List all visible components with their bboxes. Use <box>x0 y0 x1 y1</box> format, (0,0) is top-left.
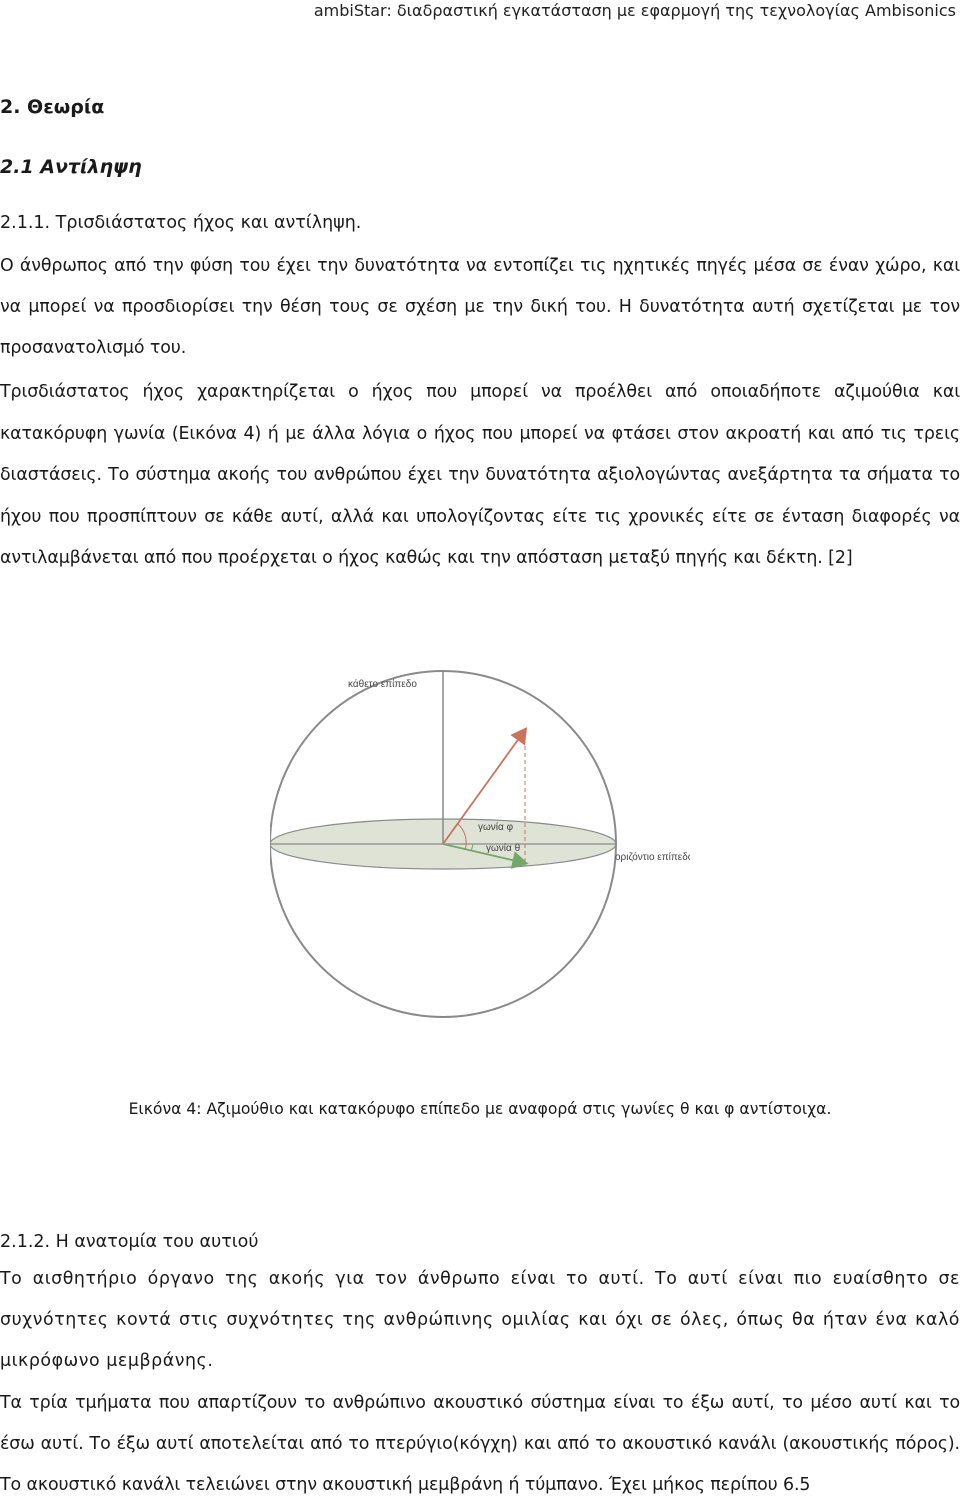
sphere-diagram <box>270 670 690 1040</box>
paragraph-ear-sensitivity: Το αισθητήριο όργανο της ακοής για τον άνθρωπο είναι το αυτί. Το αυτί είναι πιο ευαίσθητο σε συχνότητες κοντά στις συχνότητες της ανθρώπινης ομιλίας και όχι σε όλες, όπως θα ήταν ένα καλό μικρόφωνο μεμβράνης. <box>0 1269 960 1371</box>
figure-sphere <box>270 670 690 1040</box>
paragraph-ear-parts: Τα τρία τμήματα που απαρτίζουν το ανθρώπινο ακουστικό σύστημα είναι το έξω αυτί, το μέσο αυτί και το έσω αυτί. Το έξω αυτί αποτελείται από το πτερύγιο(κόγχη) και από το ακουστικό κανάλι (ακουστικής πόρος). Το ακουστικό κανάλι τελειώνει στην ακουστική μεμβράνη ή τύμπανο. Έχει μήκος περίπου 6.5 <box>0 1393 960 1495</box>
subsubsection-title: 2.1.1. Τρισδιάστατος ήχος και αντίληψη. <box>0 213 362 233</box>
paragraph-orientation: Ο άνθρωπος από την φύση του έχει την δυνατότητα να εντοπίζει τις ηχητικές πηγές μέσα σε έναν χώρο, και να μπορεί να προσδιορίσει την θέση τους σε σχέση με την δική του. Η δυνατότητα αυτή σχετίζεται με τον προσανατολισμό του. <box>0 256 960 358</box>
paragraph-3d-sound: Τρισδιάστατος ήχος χαρακτηρίζεται ο ήχος που μπορεί να προέλθει από οποιαδήποτε αζιμούθια και κατακόρυφη γωνία (Εικόνα 4) ή με άλλα λόγια ο ήχος που μπορεί να φτάσει στον ακροατή και από τις τρεις διαστάσεις. Το σύστημα ακοής του ανθρώπου έχει την δυνατότητα αξιολογώντας ανεξάρτητα τα σήματα το ήχου που προσπίπτουν σε κάθε αυτί, αλλά και υπολογίζοντας είτε τις χρονικές είτε σε ένταση διαφορές να αντιλαμβάνεται από που προέρχεται ο ήχος καθώς και την απόσταση μεταξύ πηγής και δέκτη. [2] <box>0 382 960 568</box>
label-horizontal-plane: οριζόντιο επίπεδο <box>615 852 690 863</box>
label-angle-phi: γωνία φ <box>478 822 514 833</box>
running-header: ambiStar: διαδραστική εγκατάσταση με εφαρμογή της τεχνολογίας Ambisonics <box>313 1 956 20</box>
label-vertical-plane: κάθετο επίπεδο <box>348 679 417 690</box>
anatomy-title: 2.1.2. Η ανατομία του αυτιού <box>0 1232 259 1252</box>
figure-caption: Εικόνα 4: Αζιμούθιο και κατακόρυφο επίπεδο με αναφορά στις γωνίες θ και φ αντίστοιχα. <box>128 1100 832 1118</box>
label-angle-theta: γωνία θ <box>486 843 521 854</box>
subsection-title: 2.1 Αντίληψη <box>0 156 142 178</box>
section-title: 2. Θεωρία <box>0 96 105 118</box>
